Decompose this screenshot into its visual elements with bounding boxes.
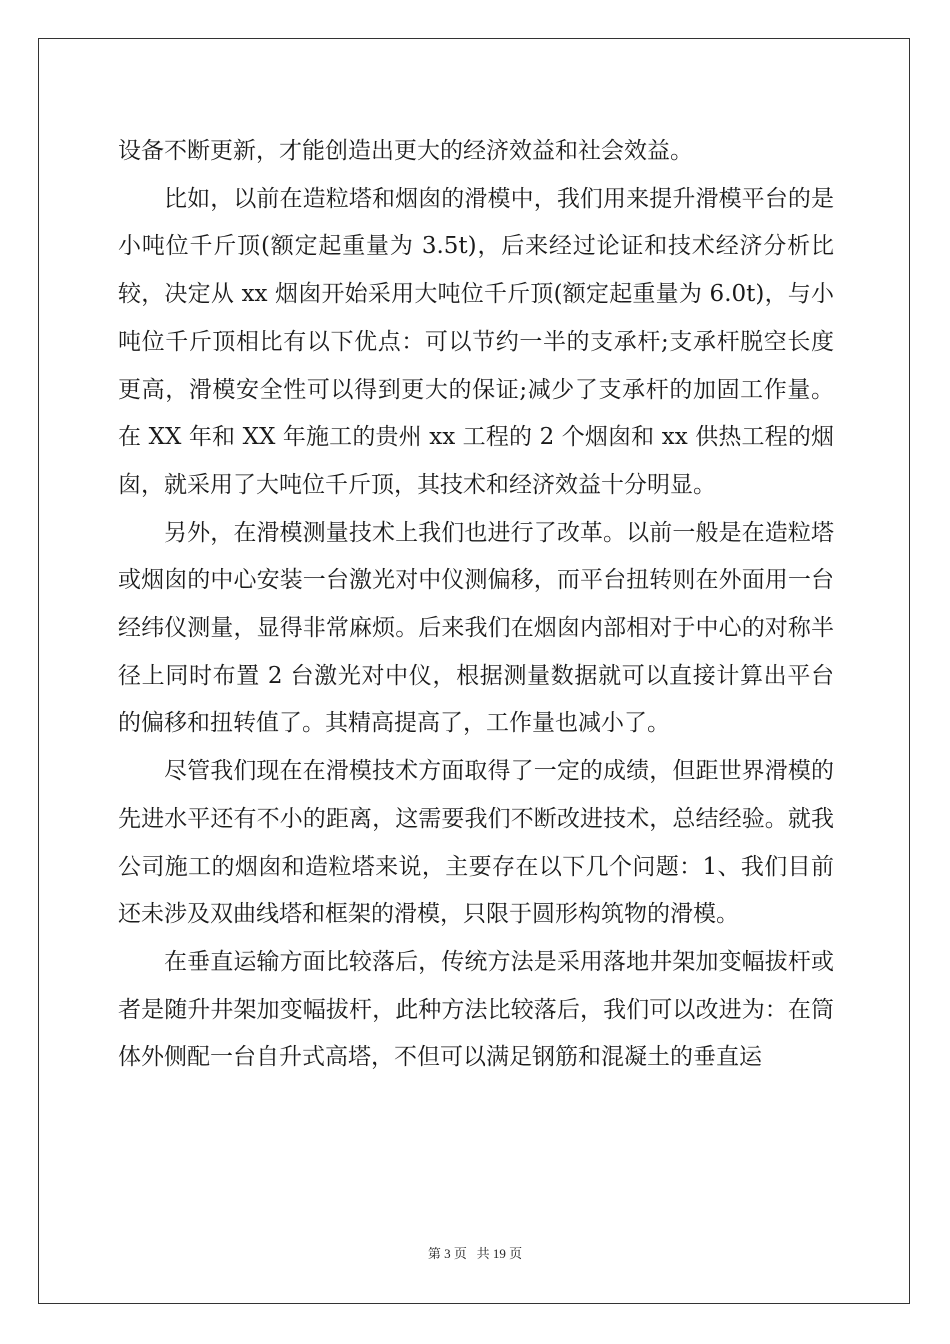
document-body: [118, 128, 834, 1082]
paragraph: 在垂直运输方面比较落后，传统方法是采用落地井架加变幅拔杆或者是随升井架加变幅拔杆，此种方法比较落后，我们可以改进为：在筒体外侧配一台自升式高塔，不但可以满足钢筋和混凝土的垂直运: [118, 948, 834, 1071]
paragraph: 尽管我们现在在滑模技术方面取得了一定的成绩，但距世界滑模的先进水平还有不小的距离，这需要我们不断改进技术，总结经验。就我公司施工的烟囱和造粒塔来说，主要存在以下几个问题：1、我们目前还未涉及双曲线塔和框架的滑模，只限于圆形构筑物的滑模。: [118, 758, 834, 928]
paragraph: 另外，在滑模测量技术上我们也进行了改革。以前一般是在造粒塔或烟囱的中心安装一台激光对中仪测偏移，而平台扭转则在外面用一台经纬仪测量，显得非常麻烦。后来我们在烟囱内部相对于中心的对称半径上同时布置 2 台激光对中仪，根据测量数据就可以直接计算出平台的偏移和扭转值了。其精高提高了，工作量也减小了。: [118, 519, 834, 737]
paragraph: 比如，以前在造粒塔和烟囱的滑模中，我们用来提升滑模平台的是小吨位千斤顶(额定起重量为 3.5t)，后来经过论证和技术经济分析比较，决定从 xx 烟囱开始采用大吨位千斤顶(额定起重量为 6.0t)，与小吨位千斤顶相比有以下优点：可以节约一半的支承杆;支承杆脱空长度更高，滑模安全性可以得到更大的保证;减少了支承杆的加固工作量。在 XX 年和 XX 年施工的贵州 xx 工程的 2 个烟囱和 xx 供热工程的烟囱，就采用了大吨位千斤顶，其技术和经济效益十分明显。: [118, 185, 834, 498]
page-number-footer: 第 3 页 共 19 页: [427, 1246, 523, 1261]
paragraph-continuation: 设备不断更新，才能创造出更大的经济效益和社会效益。: [118, 138, 693, 164]
